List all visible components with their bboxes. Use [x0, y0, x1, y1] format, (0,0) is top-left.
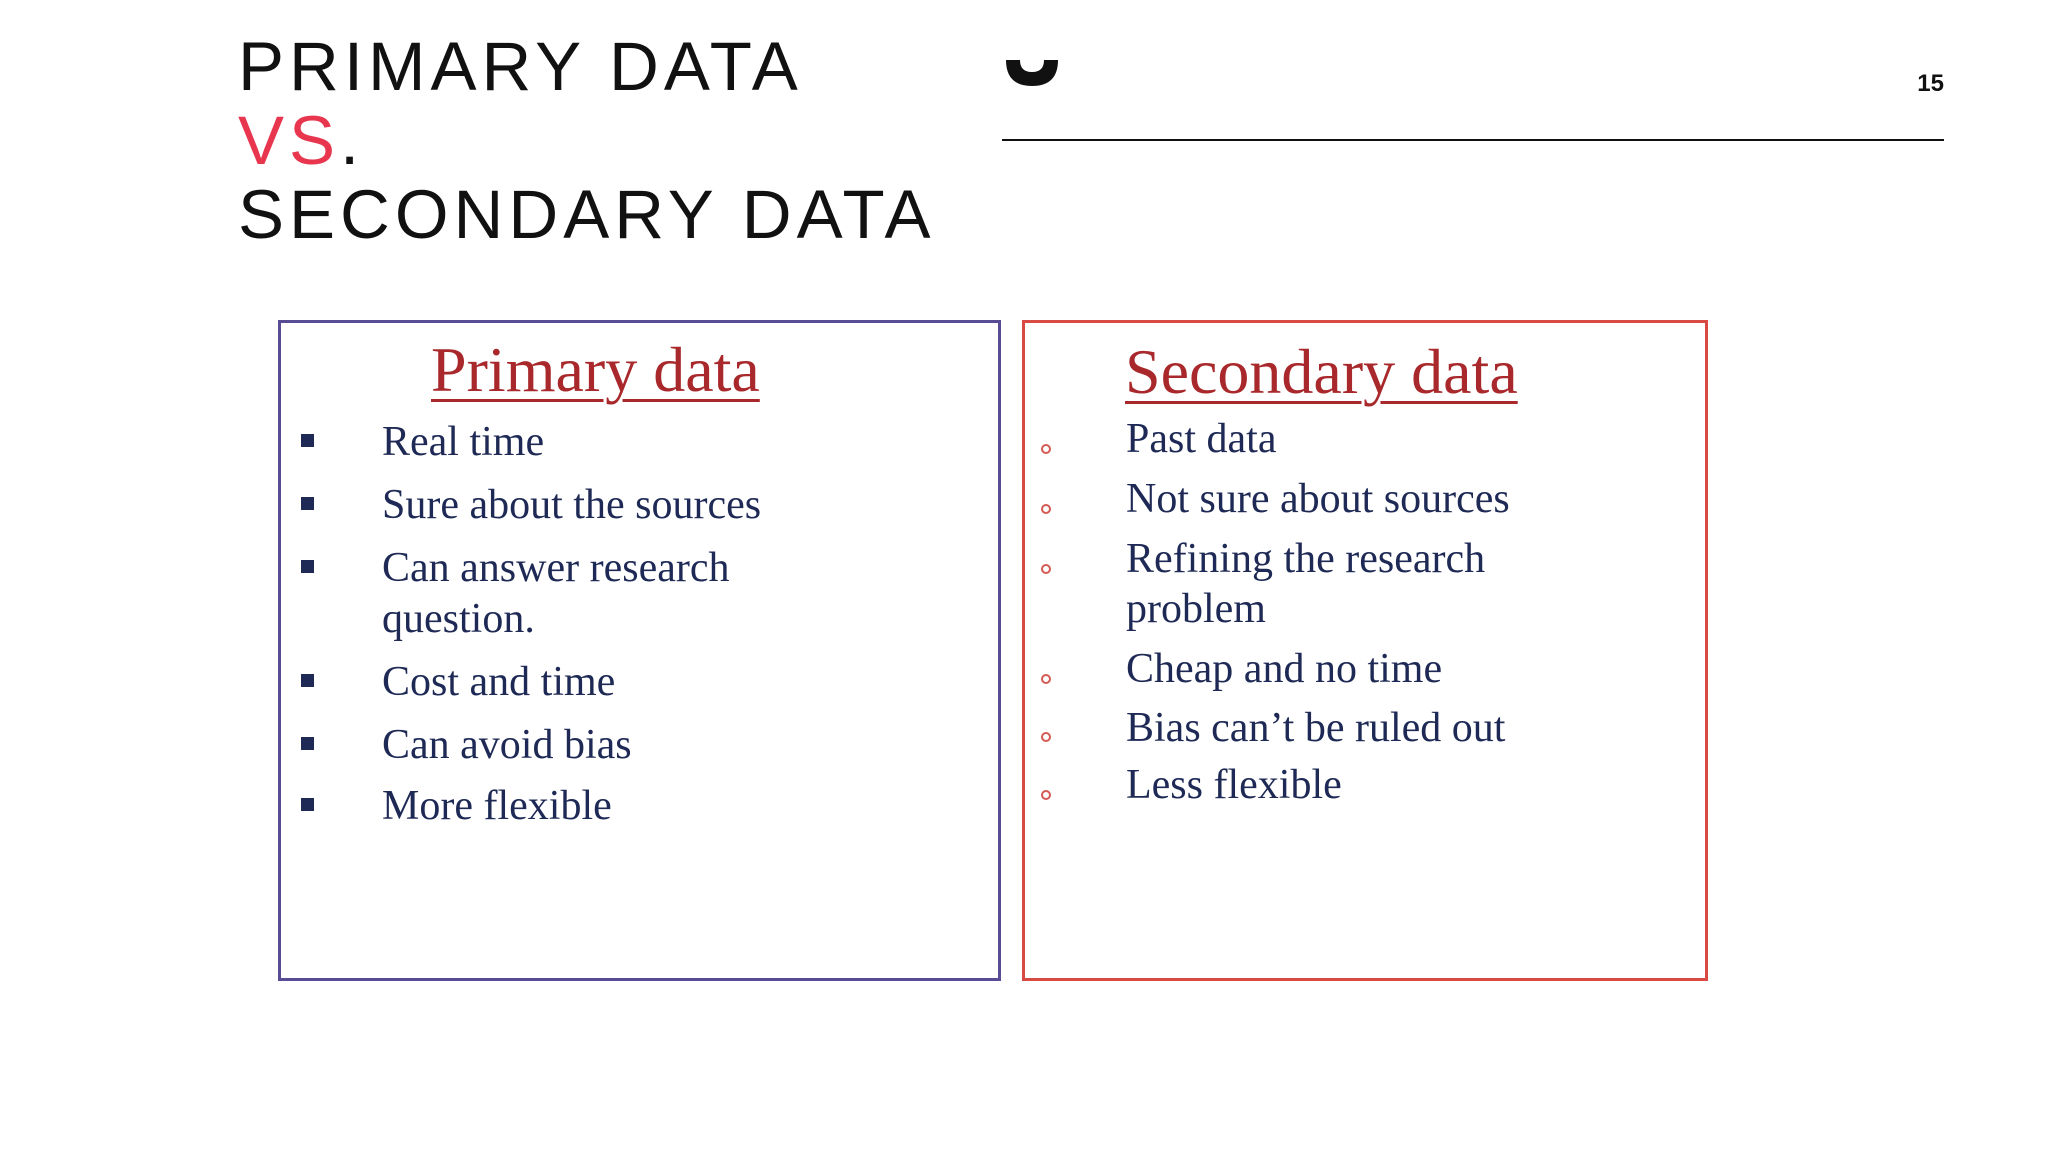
- circle-bullet-icon: [1041, 674, 1051, 684]
- secondary-item: Past data: [1126, 416, 1277, 462]
- primary-item: Sure about the sources: [382, 482, 762, 528]
- square-bullet-icon: [301, 560, 314, 573]
- square-bullet-icon: [301, 434, 314, 447]
- secondary-item: Not sure about sources: [1126, 476, 1510, 522]
- square-bullet-icon: [301, 674, 314, 687]
- secondary-item-continuation: problem: [1126, 586, 1266, 632]
- primary-item: Can avoid bias: [382, 722, 632, 768]
- primary-item: Can answer research: [382, 545, 730, 591]
- circle-bullet-icon: [1041, 790, 1051, 800]
- circle-bullet-icon: [1041, 564, 1051, 574]
- title-vs-dot: .: [340, 102, 365, 179]
- square-bullet-icon: [301, 497, 314, 510]
- primary-data-heading: Primary data: [431, 334, 760, 405]
- title-line-primary: PRIMARY DATA: [238, 28, 803, 105]
- secondary-data-heading: Secondary data: [1125, 336, 1518, 407]
- title-vs: VS: [238, 102, 341, 179]
- square-bullet-icon: [301, 798, 314, 811]
- primary-item: More flexible: [382, 783, 612, 829]
- secondary-data-card: [1022, 320, 1708, 981]
- circle-bullet-icon: [1041, 444, 1051, 454]
- primary-item-continuation: question.: [382, 596, 535, 642]
- secondary-item: Cheap and no time: [1126, 646, 1443, 692]
- circle-bullet-icon: [1041, 504, 1051, 514]
- slide-title: [238, 30, 936, 252]
- circle-bullet-icon: [1041, 732, 1051, 742]
- page-number: 15: [1917, 70, 1944, 97]
- header-divider: [1002, 139, 1944, 141]
- title-line-secondary: SECONDARY DATA: [238, 176, 936, 253]
- secondary-item: Bias can’t be ruled out: [1126, 705, 1506, 751]
- secondary-item: Less flexible: [1126, 762, 1342, 808]
- title-line-vs: [238, 104, 936, 178]
- square-bullet-icon: [301, 737, 314, 750]
- logo-icon: [1000, 52, 1064, 92]
- primary-data-card: [278, 320, 1001, 981]
- primary-item: Real time: [382, 419, 545, 465]
- secondary-item: Refining the research: [1126, 536, 1486, 582]
- primary-item: Cost and time: [382, 659, 616, 705]
